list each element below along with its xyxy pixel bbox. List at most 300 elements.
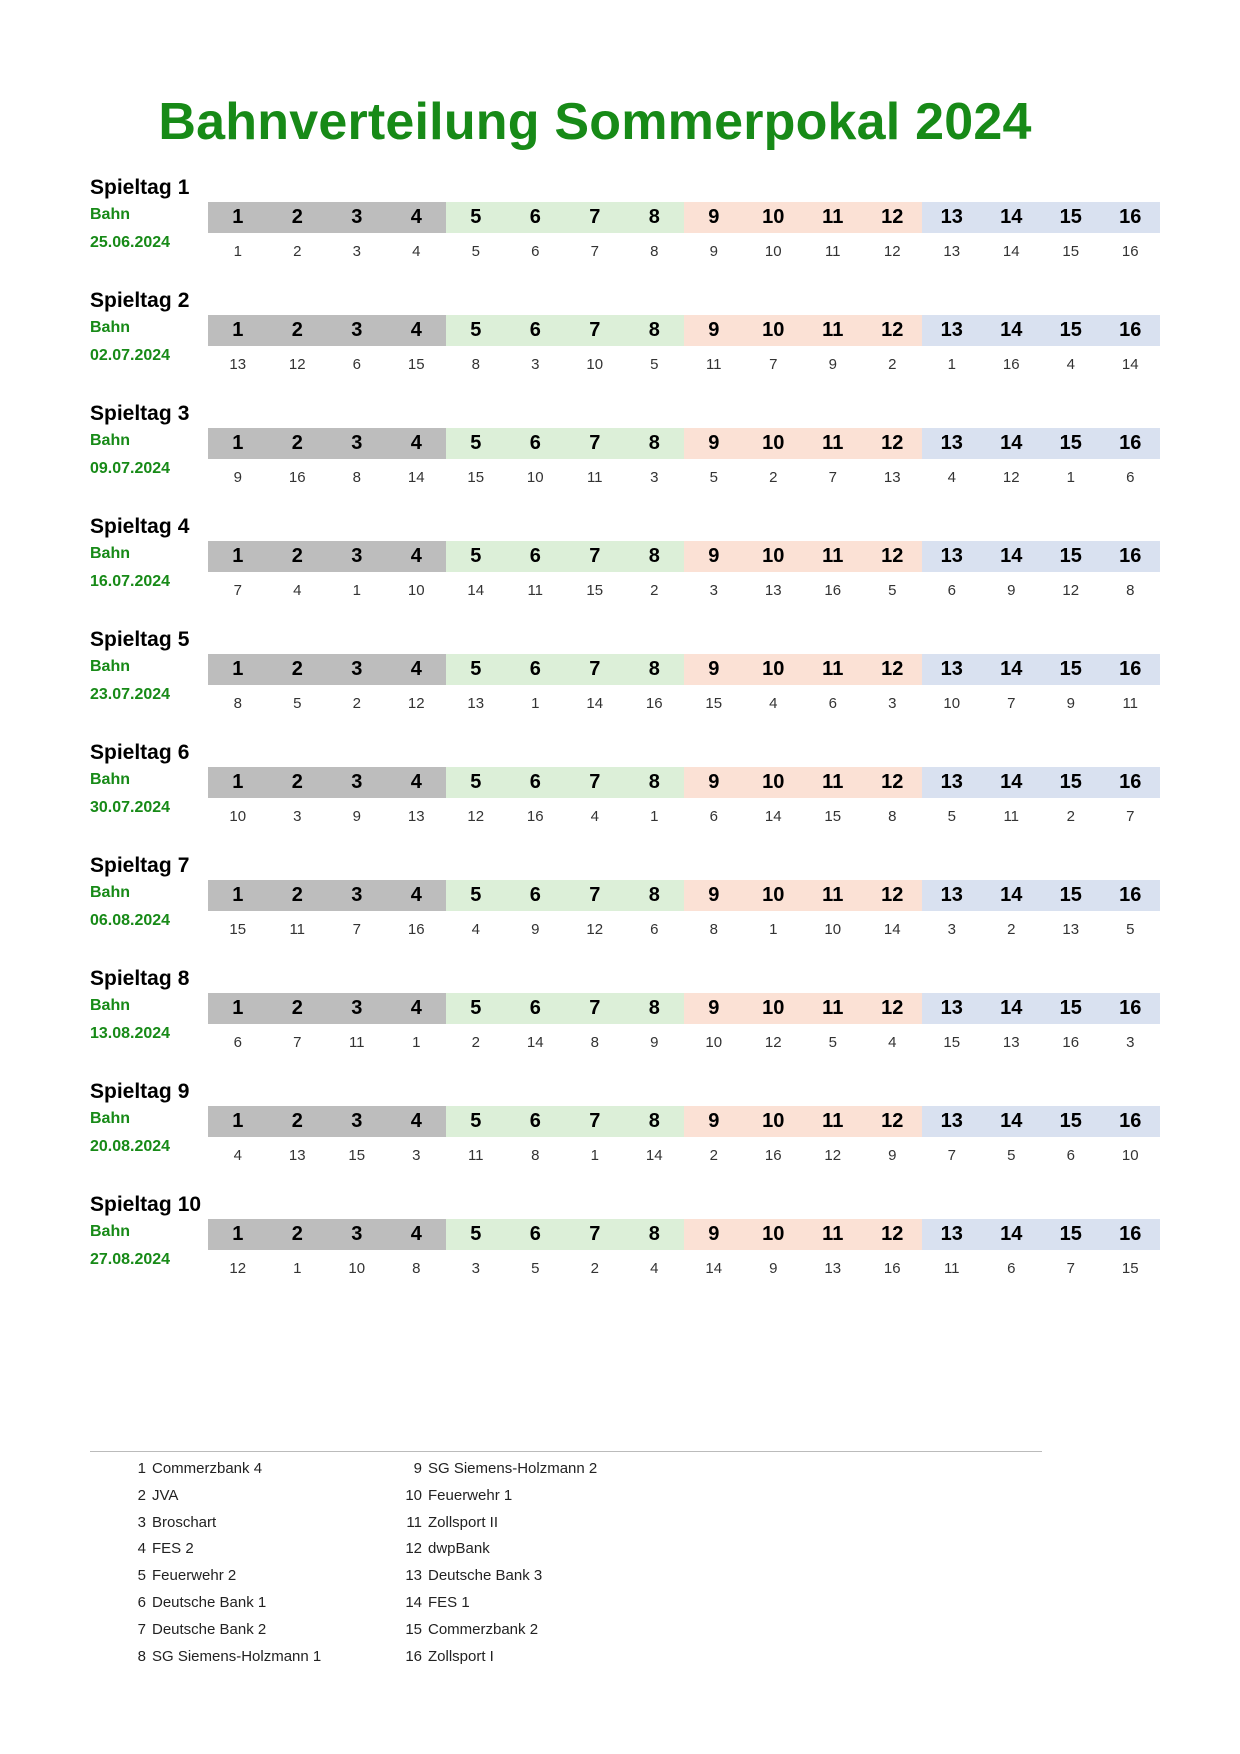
lane-number: 3 bbox=[327, 315, 387, 346]
team-number: 10 bbox=[705, 1034, 723, 1051]
team-number: 12 bbox=[764, 1034, 782, 1051]
team-number: 6 bbox=[352, 356, 361, 373]
lane-number: 2 bbox=[268, 880, 328, 911]
lane-number: 1 bbox=[208, 315, 268, 346]
lane-number: 6 bbox=[506, 880, 566, 911]
team-number: 2 bbox=[293, 243, 302, 260]
bahn-label: Bahn bbox=[90, 206, 130, 223]
lane-number: 12 bbox=[863, 654, 923, 685]
lane-number: 4 bbox=[387, 315, 447, 346]
legend-item bbox=[128, 1648, 321, 1675]
lane-number: 9 bbox=[684, 1106, 744, 1137]
lane-number: 12 bbox=[863, 767, 923, 798]
team-number: 1 bbox=[531, 695, 540, 712]
spieltag-number: 1 bbox=[177, 176, 190, 199]
team-number: 12 bbox=[1062, 582, 1080, 599]
lane-number: 1 bbox=[208, 1219, 268, 1250]
lane-number: 10 bbox=[744, 993, 804, 1024]
legend-item bbox=[128, 1460, 321, 1487]
lane-number: 4 bbox=[387, 767, 447, 798]
lane-number: 4 bbox=[387, 202, 447, 233]
legend-team-name: Feuerwehr 1 bbox=[428, 1486, 513, 1504]
spieltag-heading bbox=[90, 176, 189, 200]
team-number: 14 bbox=[586, 695, 604, 712]
lane-number: 7 bbox=[565, 654, 625, 685]
lane-number: 9 bbox=[684, 880, 744, 911]
lane-number: 3 bbox=[327, 428, 387, 459]
team-number: 10 bbox=[526, 469, 544, 486]
legend-number: 11 bbox=[406, 1513, 422, 1531]
spieltag-number: 3 bbox=[177, 402, 190, 425]
lane-number: 12 bbox=[863, 1106, 923, 1137]
spieltag-number: 10 bbox=[177, 1193, 202, 1216]
spieltag-block bbox=[90, 626, 1160, 739]
spieltag-block bbox=[90, 852, 1160, 965]
lane-number: 5 bbox=[446, 541, 506, 572]
team-number: 2 bbox=[650, 582, 659, 599]
lane-header-row bbox=[208, 428, 1160, 459]
lane-number: 13 bbox=[922, 1219, 982, 1250]
lane-number: 12 bbox=[863, 880, 923, 911]
spieltag-heading bbox=[90, 1080, 189, 1104]
spieltag-label: Spieltag bbox=[90, 628, 172, 651]
team-number: 14 bbox=[645, 1147, 663, 1164]
lane-number: 6 bbox=[506, 541, 566, 572]
legend-team-name: Broschart bbox=[152, 1513, 217, 1531]
spieltag-block bbox=[90, 174, 1160, 287]
team-number: 9 bbox=[709, 243, 718, 260]
legend-item bbox=[398, 1460, 597, 1487]
team-number: 4 bbox=[412, 243, 421, 260]
team-number: 9 bbox=[233, 469, 242, 486]
team-number: 10 bbox=[943, 695, 961, 712]
team-number: 11 bbox=[1003, 808, 1020, 825]
team-number: 3 bbox=[293, 808, 302, 825]
team-number: 10 bbox=[1121, 1147, 1139, 1164]
lane-number: 7 bbox=[565, 1106, 625, 1137]
lane-number: 15 bbox=[1041, 428, 1101, 459]
team-number: 13 bbox=[229, 356, 247, 373]
lane-number: 9 bbox=[684, 1219, 744, 1250]
lane-number: 4 bbox=[387, 1106, 447, 1137]
team-number: 7 bbox=[769, 356, 778, 373]
team-number: 5 bbox=[709, 469, 718, 486]
legend-divider bbox=[90, 1451, 1042, 1452]
spieltag-date: 16.07.2024 bbox=[90, 573, 171, 590]
team-number: 3 bbox=[947, 921, 956, 938]
legend-team-name: SG Siemens-Holzmann 1 bbox=[152, 1647, 322, 1665]
legend-item bbox=[128, 1594, 321, 1621]
spieltag-number: 6 bbox=[177, 741, 190, 764]
legend-item bbox=[398, 1540, 597, 1567]
legend-team-name: Zollsport II bbox=[428, 1513, 499, 1531]
team-number: 7 bbox=[1126, 808, 1135, 825]
lane-number: 1 bbox=[208, 1106, 268, 1137]
lane-number: 16 bbox=[1101, 767, 1161, 798]
team-number: 13 bbox=[1062, 921, 1080, 938]
lane-number: 8 bbox=[625, 541, 685, 572]
team-number: 6 bbox=[650, 921, 659, 938]
lane-number: 14 bbox=[982, 993, 1042, 1024]
team-number: 10 bbox=[348, 1260, 366, 1277]
legend-team-name: Deutsche Bank 2 bbox=[152, 1620, 267, 1638]
team-number: 1 bbox=[590, 1147, 599, 1164]
lane-number: 2 bbox=[268, 202, 328, 233]
team-number: 5 bbox=[650, 356, 659, 373]
team-number: 12 bbox=[467, 808, 485, 825]
lane-number: 6 bbox=[506, 1219, 566, 1250]
spieltag-number: 8 bbox=[177, 967, 190, 990]
lane-header-row bbox=[208, 1219, 1160, 1250]
lane-number: 11 bbox=[803, 767, 863, 798]
team-number: 14 bbox=[1002, 243, 1020, 260]
lane-number: 5 bbox=[446, 993, 506, 1024]
team-number: 11 bbox=[348, 1034, 365, 1051]
legend-team-name: dwpBank bbox=[428, 1540, 490, 1558]
lane-number: 1 bbox=[208, 880, 268, 911]
spieltag-label: Spieltag bbox=[90, 176, 172, 199]
spieltag-date: 09.07.2024 bbox=[90, 460, 171, 477]
lane-number: 4 bbox=[387, 428, 447, 459]
lane-number: 2 bbox=[268, 993, 328, 1024]
team-number: 15 bbox=[943, 1034, 961, 1051]
lane-number: 3 bbox=[327, 541, 387, 572]
team-number: 3 bbox=[531, 356, 540, 373]
spieltag-label: Spieltag bbox=[90, 854, 172, 877]
team-number: 15 bbox=[1121, 1260, 1139, 1277]
team-number: 5 bbox=[1007, 1147, 1016, 1164]
team-number: 15 bbox=[1062, 243, 1080, 260]
lane-number: 13 bbox=[922, 202, 982, 233]
lane-number: 7 bbox=[565, 993, 625, 1024]
team-number: 2 bbox=[1066, 808, 1075, 825]
legend-item bbox=[128, 1621, 321, 1648]
lane-header-row bbox=[208, 315, 1160, 346]
lane-number: 5 bbox=[446, 202, 506, 233]
team-number: 8 bbox=[590, 1034, 599, 1051]
lane-number: 3 bbox=[327, 880, 387, 911]
lane-number: 10 bbox=[744, 202, 804, 233]
team-number: 5 bbox=[828, 1034, 837, 1051]
bahn-label: Bahn bbox=[90, 1110, 130, 1127]
team-assignment-row bbox=[208, 694, 1160, 714]
bahn-label: Bahn bbox=[90, 658, 130, 675]
spieltag-date: 27.08.2024 bbox=[90, 1251, 171, 1268]
team-number: 14 bbox=[705, 1260, 723, 1277]
lane-number: 6 bbox=[506, 654, 566, 685]
lane-number: 1 bbox=[208, 654, 268, 685]
team-number: 10 bbox=[229, 808, 247, 825]
lane-number: 2 bbox=[268, 654, 328, 685]
spieltag-list bbox=[90, 174, 1160, 1304]
lane-number: 15 bbox=[1041, 1219, 1101, 1250]
lane-number: 10 bbox=[744, 428, 804, 459]
lane-number: 13 bbox=[922, 428, 982, 459]
lane-number: 2 bbox=[268, 315, 328, 346]
team-number: 4 bbox=[590, 808, 599, 825]
legend-column-left bbox=[128, 1460, 321, 1674]
lane-number: 9 bbox=[684, 993, 744, 1024]
lane-number: 14 bbox=[982, 654, 1042, 685]
team-number: 1 bbox=[947, 356, 956, 373]
team-number: 6 bbox=[947, 582, 956, 599]
lane-number: 15 bbox=[1041, 202, 1101, 233]
team-number: 16 bbox=[1062, 1034, 1080, 1051]
spieltag-block bbox=[90, 965, 1160, 1078]
legend-number: 3 bbox=[137, 1513, 146, 1531]
team-number: 11 bbox=[943, 1260, 960, 1277]
team-number: 13 bbox=[467, 695, 485, 712]
team-number: 8 bbox=[531, 1147, 540, 1164]
lane-number: 5 bbox=[446, 1106, 506, 1137]
team-number: 8 bbox=[888, 808, 897, 825]
team-number: 7 bbox=[1007, 695, 1016, 712]
legend-number: 12 bbox=[405, 1540, 422, 1558]
legend-team-name: SG Siemens-Holzmann 2 bbox=[428, 1460, 598, 1477]
lane-number: 12 bbox=[863, 993, 923, 1024]
lane-number: 16 bbox=[1101, 541, 1161, 572]
lane-number: 8 bbox=[625, 654, 685, 685]
team-number: 9 bbox=[1066, 695, 1075, 712]
lane-number: 14 bbox=[982, 880, 1042, 911]
team-number: 8 bbox=[352, 469, 361, 486]
team-number: 14 bbox=[467, 582, 485, 599]
lane-number: 15 bbox=[1041, 654, 1101, 685]
spieltag-date: 06.08.2024 bbox=[90, 912, 171, 929]
spieltag-heading bbox=[90, 402, 189, 426]
team-number: 3 bbox=[650, 469, 659, 486]
team-number: 1 bbox=[293, 1260, 302, 1277]
team-number: 15 bbox=[467, 469, 485, 486]
lane-number: 16 bbox=[1101, 428, 1161, 459]
team-number: 14 bbox=[764, 808, 782, 825]
lane-number: 10 bbox=[744, 315, 804, 346]
legend-number: 15 bbox=[405, 1620, 422, 1638]
team-number: 10 bbox=[586, 356, 604, 373]
team-number: 9 bbox=[1007, 582, 1016, 599]
spieltag-label: Spieltag bbox=[90, 741, 172, 764]
lane-number: 1 bbox=[208, 428, 268, 459]
team-number: 12 bbox=[407, 695, 425, 712]
team-number: 3 bbox=[709, 582, 718, 599]
lane-number: 5 bbox=[446, 428, 506, 459]
lane-number: 16 bbox=[1101, 654, 1161, 685]
lane-number: 11 bbox=[803, 315, 863, 346]
team-number: 3 bbox=[352, 243, 361, 260]
team-number: 16 bbox=[1121, 243, 1139, 260]
team-number: 4 bbox=[769, 695, 778, 712]
team-number: 14 bbox=[407, 469, 425, 486]
team-number: 2 bbox=[769, 469, 778, 486]
lane-number: 11 bbox=[803, 993, 863, 1024]
lane-number: 10 bbox=[744, 767, 804, 798]
lane-number: 13 bbox=[922, 880, 982, 911]
team-number: 2 bbox=[888, 356, 897, 373]
spieltag-heading bbox=[90, 854, 189, 878]
team-number: 5 bbox=[471, 243, 480, 260]
legend-item bbox=[128, 1487, 321, 1514]
team-number: 8 bbox=[650, 243, 659, 260]
legend-item bbox=[398, 1594, 597, 1621]
legend-number: 10 bbox=[405, 1486, 422, 1504]
lane-number: 9 bbox=[684, 202, 744, 233]
lane-number: 8 bbox=[625, 767, 685, 798]
lane-number: 7 bbox=[565, 428, 625, 459]
legend-item bbox=[128, 1567, 321, 1594]
spieltag-date: 30.07.2024 bbox=[90, 799, 171, 816]
lane-number: 6 bbox=[506, 767, 566, 798]
legend-number: 2 bbox=[137, 1486, 146, 1504]
team-number: 15 bbox=[407, 356, 425, 373]
team-number: 11 bbox=[705, 356, 722, 373]
lane-number: 14 bbox=[982, 428, 1042, 459]
lane-header-row bbox=[208, 993, 1160, 1024]
spieltag-number: 7 bbox=[177, 854, 190, 877]
lane-number: 12 bbox=[863, 1219, 923, 1250]
team-number: 3 bbox=[412, 1147, 421, 1164]
lane-number: 9 bbox=[684, 428, 744, 459]
lane-number: 10 bbox=[744, 880, 804, 911]
lane-number: 9 bbox=[684, 315, 744, 346]
team-assignment-row bbox=[208, 355, 1160, 375]
lane-number: 9 bbox=[684, 541, 744, 572]
team-number: 7 bbox=[828, 469, 837, 486]
lane-number: 10 bbox=[744, 541, 804, 572]
team-number: 4 bbox=[233, 1147, 242, 1164]
team-number: 7 bbox=[293, 1034, 302, 1051]
team-number: 12 bbox=[824, 1147, 842, 1164]
lane-number: 13 bbox=[922, 654, 982, 685]
lane-number: 12 bbox=[863, 315, 923, 346]
team-number: 15 bbox=[229, 921, 247, 938]
team-number: 15 bbox=[348, 1147, 366, 1164]
spieltag-label: Spieltag bbox=[90, 515, 172, 538]
lane-header-row bbox=[208, 654, 1160, 685]
team-number: 16 bbox=[407, 921, 425, 938]
lane-number: 7 bbox=[565, 880, 625, 911]
bahn-label: Bahn bbox=[90, 545, 130, 562]
lane-number: 5 bbox=[446, 654, 506, 685]
legend-item bbox=[398, 1487, 597, 1514]
lane-number: 11 bbox=[803, 1106, 863, 1137]
lane-number: 1 bbox=[208, 767, 268, 798]
spieltag-label: Spieltag bbox=[90, 967, 172, 990]
legend-item bbox=[398, 1621, 597, 1648]
team-number: 6 bbox=[531, 243, 540, 260]
lane-number: 10 bbox=[744, 1219, 804, 1250]
team-number: 7 bbox=[590, 243, 599, 260]
legend-team-name: Deutsche Bank 3 bbox=[428, 1567, 543, 1585]
spieltag-heading bbox=[90, 741, 189, 765]
lane-number: 14 bbox=[982, 541, 1042, 572]
lane-number: 11 bbox=[803, 541, 863, 572]
legend-team-name: Commerzbank 2 bbox=[428, 1620, 539, 1638]
lane-number: 7 bbox=[565, 315, 625, 346]
lane-number: 10 bbox=[744, 654, 804, 685]
lane-number: 6 bbox=[506, 202, 566, 233]
lane-number: 15 bbox=[1041, 541, 1101, 572]
lane-number: 5 bbox=[446, 1219, 506, 1250]
spieltag-label: Spieltag bbox=[90, 1080, 172, 1103]
team-number: 9 bbox=[650, 1034, 659, 1051]
lane-number: 11 bbox=[803, 428, 863, 459]
lane-number: 5 bbox=[446, 767, 506, 798]
team-number: 12 bbox=[288, 356, 306, 373]
lane-header-row bbox=[208, 1106, 1160, 1137]
legend-item bbox=[398, 1567, 597, 1594]
legend-number: 9 bbox=[413, 1460, 422, 1477]
lane-number: 13 bbox=[922, 767, 982, 798]
spieltag-number: 5 bbox=[177, 628, 190, 651]
lane-number: 4 bbox=[387, 654, 447, 685]
team-number: 15 bbox=[705, 695, 723, 712]
bahn-label: Bahn bbox=[90, 771, 130, 788]
spieltag-heading bbox=[90, 515, 189, 539]
spieltag-date: 25.06.2024 bbox=[90, 234, 171, 251]
lane-number: 3 bbox=[327, 1219, 387, 1250]
team-number: 16 bbox=[883, 1260, 901, 1277]
bahn-label: Bahn bbox=[90, 997, 130, 1014]
team-number: 12 bbox=[229, 1260, 247, 1277]
legend-team-name: Commerzbank 4 bbox=[152, 1460, 263, 1477]
team-number: 6 bbox=[828, 695, 837, 712]
team-number: 16 bbox=[288, 469, 306, 486]
spieltag-block bbox=[90, 287, 1160, 400]
lane-number: 16 bbox=[1101, 1106, 1161, 1137]
team-number: 12 bbox=[1002, 469, 1020, 486]
lane-number: 14 bbox=[982, 767, 1042, 798]
team-number: 9 bbox=[769, 1260, 778, 1277]
team-number: 6 bbox=[233, 1034, 242, 1051]
legend-number: 16 bbox=[405, 1647, 422, 1665]
team-number: 4 bbox=[471, 921, 480, 938]
team-number: 13 bbox=[407, 808, 425, 825]
lane-number: 13 bbox=[922, 315, 982, 346]
lane-number: 3 bbox=[327, 202, 387, 233]
legend-item bbox=[128, 1540, 321, 1567]
team-number: 9 bbox=[352, 808, 361, 825]
team-number: 2 bbox=[590, 1260, 599, 1277]
lane-header-row bbox=[208, 767, 1160, 798]
team-number: 2 bbox=[352, 695, 361, 712]
bahn-label: Bahn bbox=[90, 884, 130, 901]
bahn-label: Bahn bbox=[90, 1223, 130, 1240]
lane-number: 16 bbox=[1101, 1219, 1161, 1250]
legend-item bbox=[128, 1514, 321, 1541]
legend-team-name: Deutsche Bank 1 bbox=[152, 1593, 267, 1611]
spieltag-number: 2 bbox=[177, 289, 190, 312]
lane-number: 6 bbox=[506, 428, 566, 459]
legend-number: 5 bbox=[137, 1567, 146, 1585]
spieltag-label: Spieltag bbox=[90, 402, 172, 425]
team-number: 13 bbox=[943, 243, 961, 260]
page-title: Bahnverteilung Sommerpokal 2024 bbox=[158, 93, 1032, 151]
legend-team-name: FES 1 bbox=[428, 1593, 470, 1611]
team-number: 1 bbox=[412, 1034, 421, 1051]
lane-number: 9 bbox=[684, 654, 744, 685]
lane-number: 11 bbox=[803, 202, 863, 233]
team-number: 7 bbox=[1066, 1260, 1075, 1277]
team-number: 14 bbox=[526, 1034, 544, 1051]
team-number: 1 bbox=[650, 808, 659, 825]
spieltag-date: 23.07.2024 bbox=[90, 686, 171, 703]
legend-number: 6 bbox=[137, 1593, 146, 1611]
lane-number: 2 bbox=[268, 1219, 328, 1250]
legend-column-right bbox=[398, 1460, 597, 1674]
team-number: 10 bbox=[764, 243, 782, 260]
team-number: 3 bbox=[471, 1260, 480, 1277]
lane-number: 5 bbox=[446, 315, 506, 346]
